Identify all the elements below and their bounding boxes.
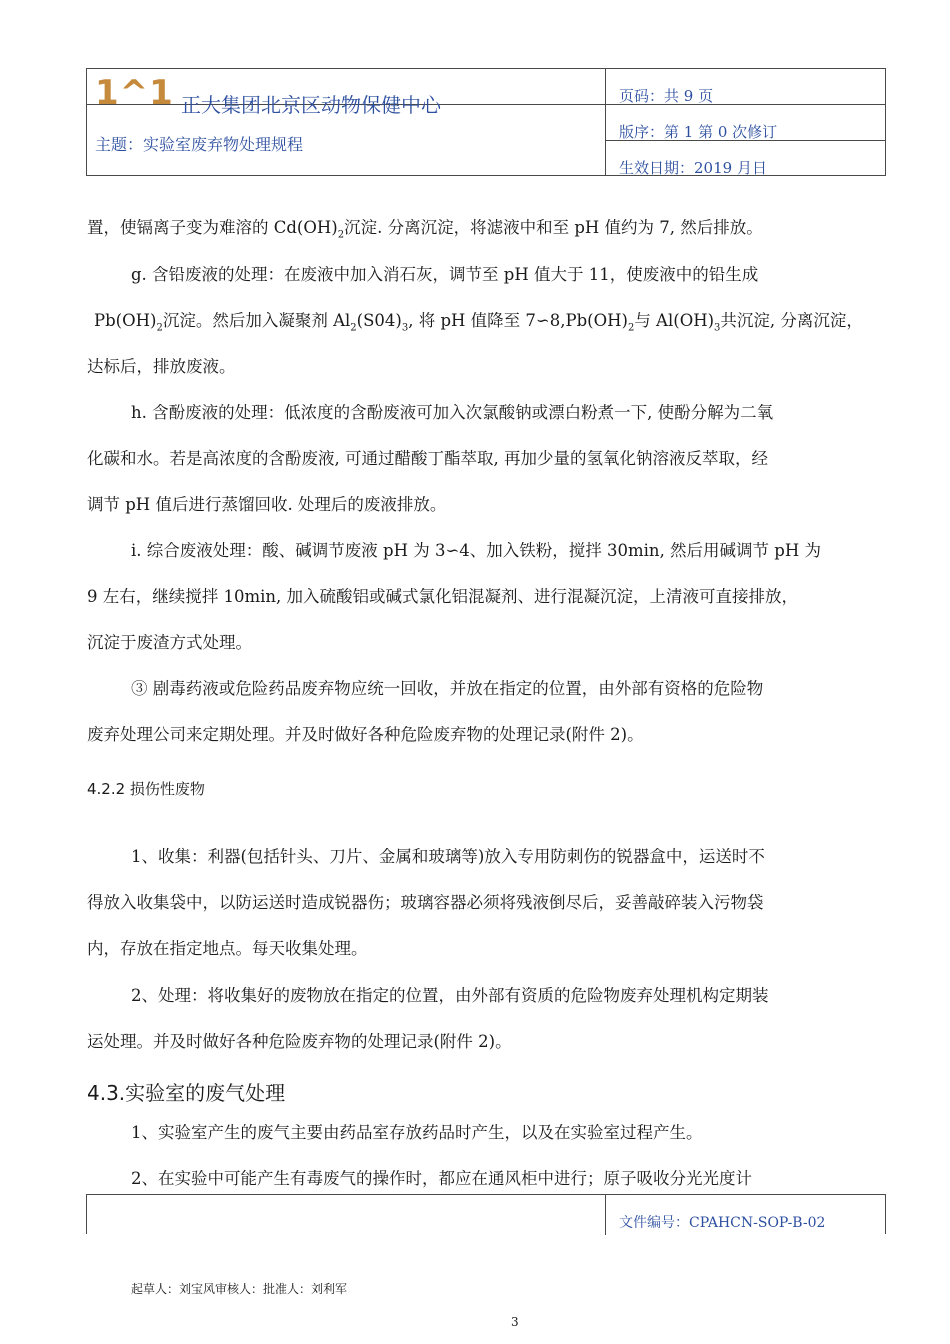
paragraph-h: h. 含酚废液的处理：低浓度的含酚废液可加入次氯酸钠或漂白粉煮一下, 使酚分解为二氧 [131,403,774,422]
header-logo-cell [87,69,603,117]
paragraph-gas: 2、在实验中可能产生有毒废气的操作时，都应在通风柜中进行；原子吸收分光光度计 [131,1169,752,1188]
paragraph-gas: 1、实验室产生的废气主要由药品室存放药品时产生，以及在实验室过程产生。 [131,1123,703,1142]
paragraph-dispose: 2、处理：将收集好的废物放在指定的位置，由外部有资质的危险物废弃处理机构定期装 [131,986,769,1005]
section-heading-4-2-2: 4.2.2 损伤性废物 [87,780,205,798]
section-heading-4-3: 4.3.实验室的废气处理 [87,1081,286,1105]
paragraph-i: 沉淀于废渣方式处理。 [87,633,252,652]
footer-table [86,1194,886,1234]
paragraph-h: 化碳和水。若是高浓度的含酚废液, 可通过醋酸丁酯萃取, 再加少量的氢氧化钠溶液反萃取，经 [87,449,768,468]
document-subject: 主题：实验室废弃物处理规程 [95,135,304,154]
paragraph-item-3: ③ 剧毒药液或危险药品废弃物应统一回收，并放在指定的位置，由外部有资格的危险物 [131,679,764,698]
paragraph: 置，使镉离子变为难溶的 $Cd(OH)_2$沉淀. 分离沉淀，将滤液中和至 pH 值约为 7, 然后排放。 [87,218,763,241]
document-number: 文件编号：CPAHCN-SOP-B-02 [619,1215,826,1231]
page-count: 页码：共 9 页 [619,87,714,105]
paragraph-collect: 内，存放在指定地点。每天收集处理。 [87,939,368,958]
effective-date: 生效日期：2019 月日 [619,159,767,177]
paragraph-h: 调节 pH 值后进行蒸馏回收. 处理后的废液排放。 [87,495,447,514]
paragraph-g: 达标后，排放废液。 [87,357,236,376]
paragraph-item-3: 废弃处理公司来定期处理。并及时做好各种危险废弃物的处理记录(附件 2)。 [87,725,644,744]
paragraph-i: 9 左右，继续搅拌 10min, 加入硫酸铝或碱式氯化铝混凝剂、进行混凝沉淀，上清液可直接排放， [87,587,799,606]
paragraph-g: $Pb(OH)_2$沉淀。然后加入凝聚剂 $Al_2(S04)_3$, 将 pH 值降至 $7∽8,Pb(OH)_2$与 $Al(OH)_3$共沉淀, 分离沉淀， [94,311,863,334]
signatures: 起草人：刘宝风审核人：批准人：刘利军 [131,1282,348,1296]
header-table [86,68,886,176]
footer-divider [605,1195,606,1235]
organization-name: 正大集团北京区动物保健中心 [181,93,441,117]
paragraph-i: i. 综合废液处理：酸、碱调节废液 pH 为 3∽4、加入铁粉，搅拌 30min, 然后用碱调节 pH 为 [131,541,821,560]
page-number: 3 [511,1315,519,1329]
paragraph-g: g. 含铅废液的处理：在废液中加入消石灰，调节至 pH 值大于 11，使废液中的铅生成 [131,265,759,284]
header-divider [605,69,606,175]
revision-info: 版序：第 1 第 0 次修订 [619,123,778,141]
company-logo: 1^1 [95,73,174,113]
paragraph-collect: 1、收集：利器(包括针头、刀片、金属和玻璃等)放入专用防刺伤的锐器盒中，运送时不 [131,847,765,866]
paragraph-collect: 得放入收集袋中，以防运送时造成锐器伤；玻璃容器必须将残液倒尽后，妥善敲碎装入污物袋 [87,893,764,912]
paragraph-dispose: 运处理。并及时做好各种危险废弃物的处理记录(附件 2)。 [87,1032,512,1051]
